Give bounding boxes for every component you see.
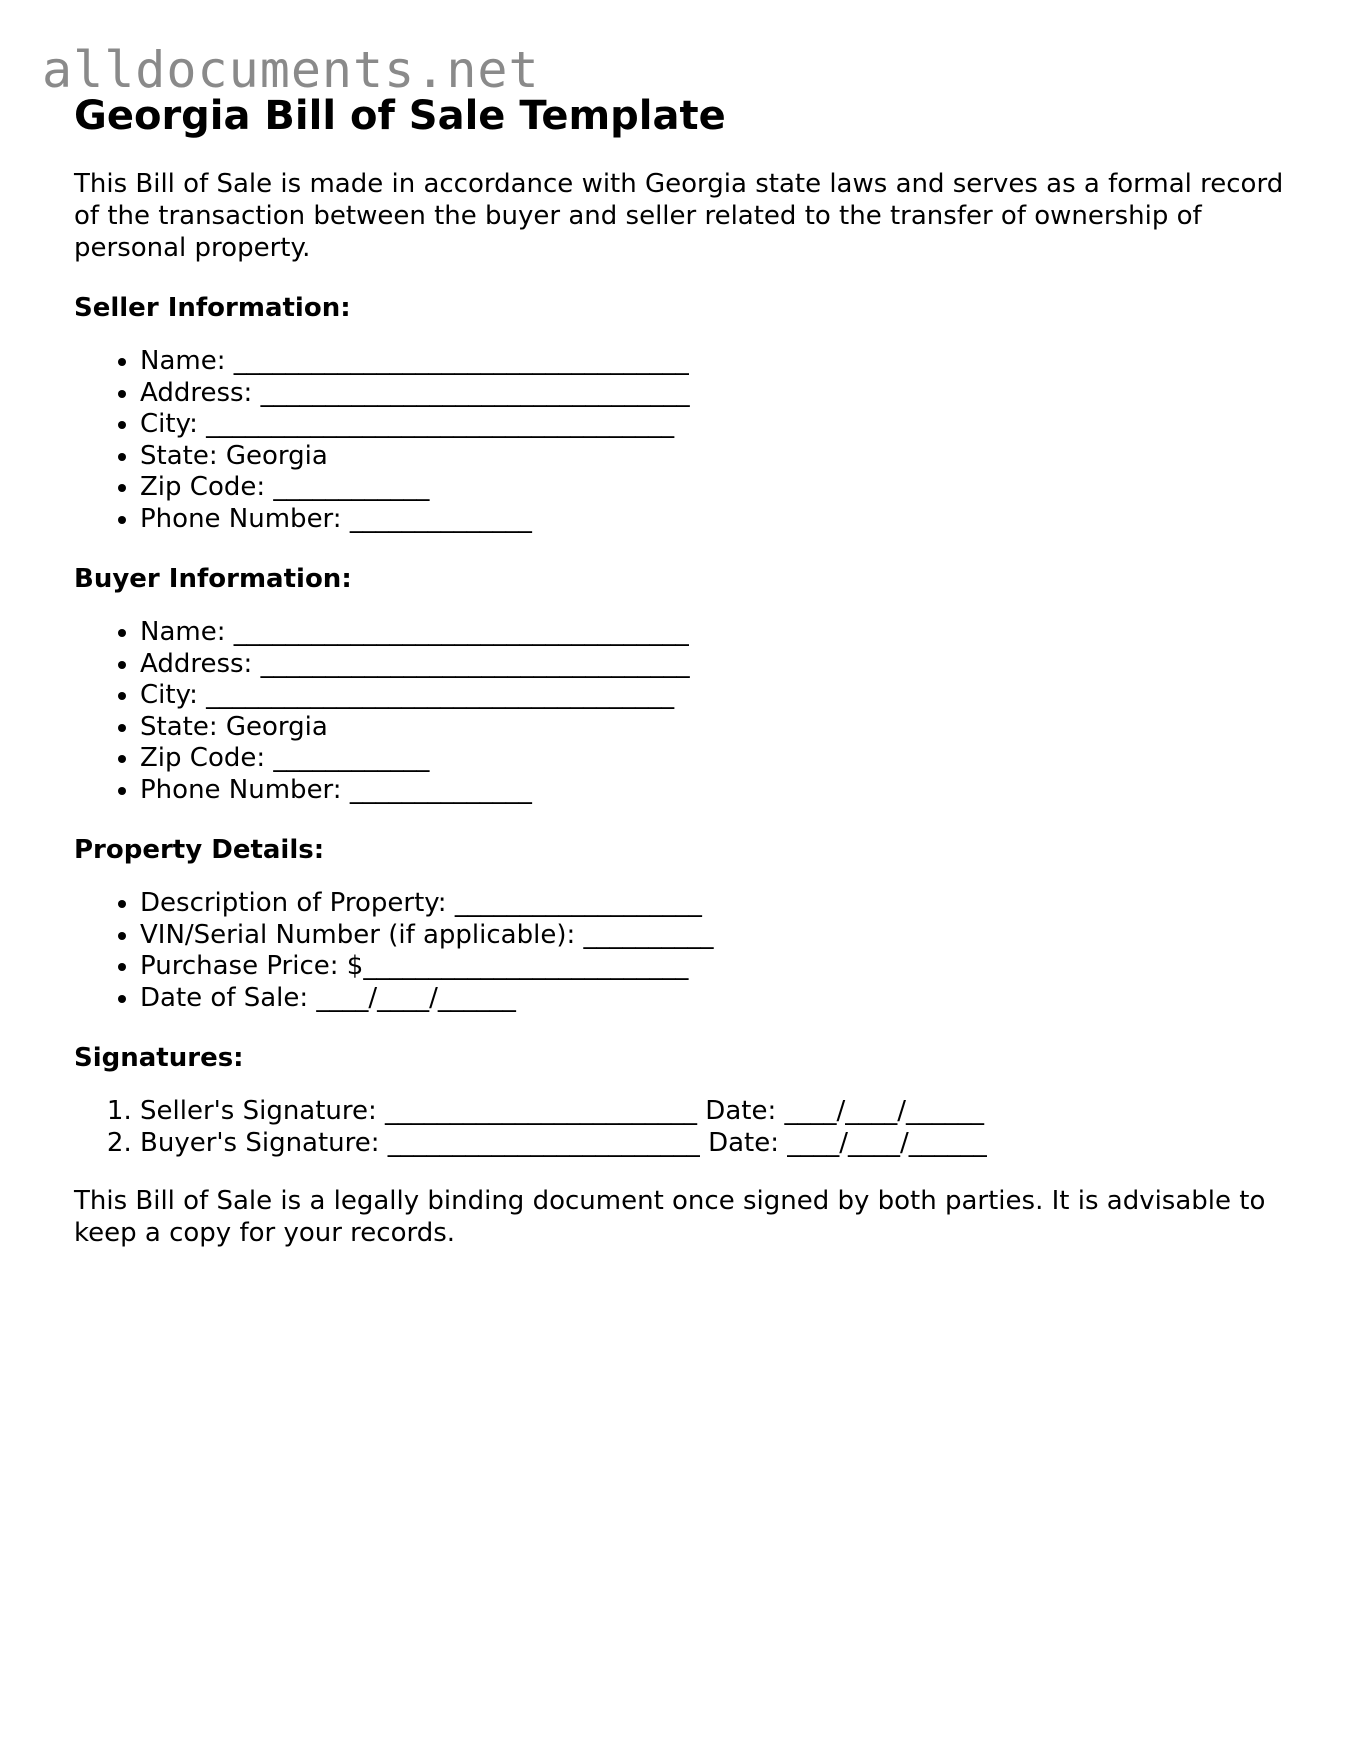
property-description-field: • Description of Property: ___________________ (140, 888, 1294, 920)
buyer-phone-field: • Phone Number: ______________ (140, 775, 1294, 807)
seller-city-field: • City: ____________________________________ (140, 409, 1294, 441)
seller-address-field: • Address: _________________________________ (140, 378, 1294, 410)
seller-phone-field: • Phone Number: ______________ (140, 504, 1294, 536)
property-price-field: • Purchase Price: $_________________________ (140, 951, 1294, 983)
seller-name-field: • Name: ___________________________________ (140, 346, 1294, 378)
page-title: Georgia Bill of Sale Template (74, 93, 726, 139)
seller-zip-field: • Zip Code: ____________ (140, 472, 1294, 504)
seller-heading: Seller Information: (74, 293, 351, 323)
seller-state-field: • State: Georgia (140, 441, 1294, 473)
signatures-list (74, 1096, 1294, 1159)
watermark: alldocuments.net (42, 41, 540, 99)
seller-list (74, 346, 1294, 535)
intro-paragraph: This Bill of Sale is made in accordance with Georgia state laws and serves as a formal record of the transaction between the buyer and seller related to the transfer of ownership of personal property. (74, 169, 1284, 263)
property-heading: Property Details: (74, 835, 325, 865)
buyer-heading: Buyer Information: (74, 564, 352, 594)
buyer-name-field: • Name: ___________________________________ (140, 617, 1294, 649)
seller-signature-field: 1. Seller's Signature: ________________________ Date: ____/____/______ (140, 1096, 1294, 1128)
closing-paragraph: This Bill of Sale is a legally binding document once signed by both parties. It is advisable to keep a copy for your records. (74, 1186, 1266, 1248)
signatures-heading: Signatures: (74, 1043, 244, 1073)
document (74, 88, 1294, 1249)
buyer-signature-field: 2. Buyer's Signature: ________________________ Date: ____/____/______ (140, 1128, 1294, 1160)
buyer-address-field: • Address: _________________________________ (140, 649, 1294, 681)
buyer-zip-field: • Zip Code: ____________ (140, 743, 1294, 775)
buyer-city-field: • City: ____________________________________ (140, 680, 1294, 712)
property-vin-field: • VIN/Serial Number (if applicable): __________ (140, 920, 1294, 952)
property-date-field: • Date of Sale: ____/____/______ (140, 983, 1294, 1015)
buyer-list (74, 617, 1294, 806)
buyer-state-field: • State: Georgia (140, 712, 1294, 744)
property-list (74, 888, 1294, 1014)
